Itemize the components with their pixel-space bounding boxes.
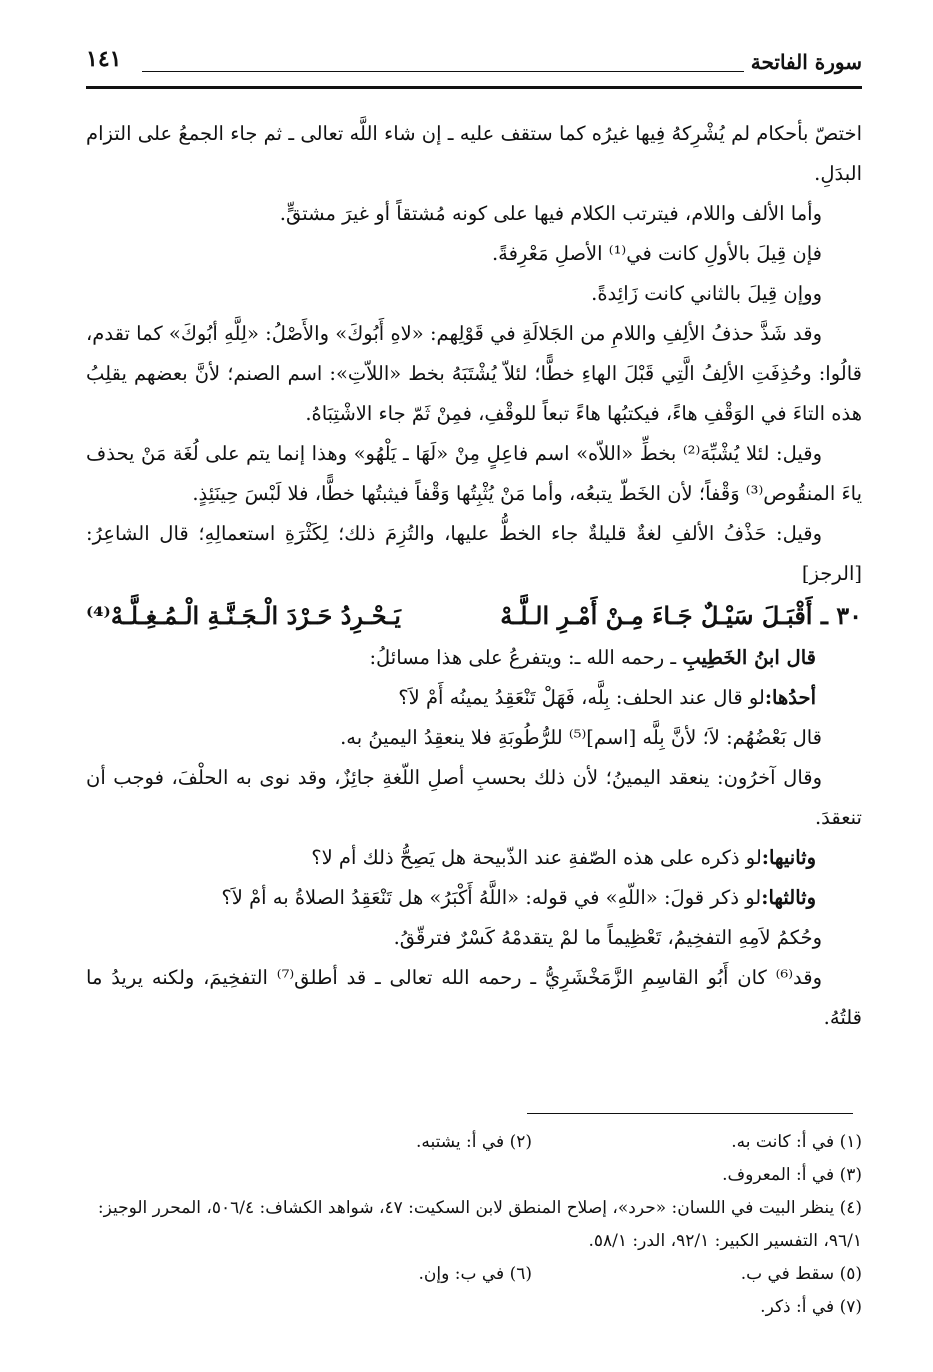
paragraph: اختصّ بأحكام لم يُشْرِكهُ فِيها غيرُه كما ستقف عليه ـ إن شاء اللَّه تعالى ـ ثم جاء الجمعُ على التزام البدَلِ.	[86, 122, 862, 185]
paragraph-text: ـ رحمه الله ـ: ويتفرعُ على هذا مسائلُ:	[369, 646, 683, 669]
footnotes	[86, 1126, 862, 1324]
footnote-separator	[527, 1113, 853, 1114]
paragraph-text: وقال آخرُون: ينعقد اليمينُ؛ لأن ذلك بحسبِ أصلِ اللّغةِ جائِزٌ، وقد نوى به الحلْفَ، فوجب أن تنعقدَ.	[86, 766, 862, 829]
paragraph-text: وحُكمُ لاَمِهِ التفخِيمُ، تَعْظِيماً ما لمْ يتقدمْهُ كَسْرٌ فترقّقُ.	[393, 926, 822, 949]
paragraph: فإن قِيلَ بالأولِ كانت في⁽¹⁾ الأصلِ مَعْرِفةً.	[491, 242, 822, 265]
paragraph	[86, 958, 862, 1038]
paragraph: وقد شَذَّ حذفُ الألِفِ واللامِ من الجَلالَةِ في قَوْلِهم: «لاهِ أَبُوكَ» والأَصْلُ: «لِلَّهِ أبُوكَ» كما تقدم، قالُوا: وحُذِفَتِ الألِفُ الَّتِي قَبْلَ الهاءِ خطًّا؛ لئلاّ يُشْتَبَهُ بخط «اللاّتِ»: اسم الصنم؛ لأنَّ بعضهم يقلِبُ هذه التاءَ في الوَقْفِ هاءً، فيكتبُها هاءً تبعاً للوقْفِ، فمِنْ ثَمّ جاء الاشْتِبَاهُ.	[86, 322, 862, 425]
paragraph	[86, 678, 862, 718]
paragraph	[86, 838, 862, 878]
paragraph	[86, 878, 862, 918]
header-rule	[142, 71, 744, 72]
hemistich-1: أَقْبَـلَ سَيْـلٌ جَـاءَ مِـنْ أَمْـرِ الـلَّـهْ	[500, 601, 813, 630]
footnote: (٢) في أ: يشتبه.	[415, 1132, 532, 1152]
footnote: (٤) ينظر البيت في اللسان: «حرد»، إصلاح المنطق لابن السكيت: ٤٧، شواهد الكشاف: ٥٠٦/٤، المحرر الوجيز: ٩٦/١، التفسير الكبير: ٩٢/١، الدر: ٥٨/١.	[97, 1198, 862, 1251]
poetry-verse	[86, 596, 862, 636]
verse-first-half	[500, 596, 862, 636]
bold-lead: وثالثها:	[761, 886, 816, 909]
paragraph-text: قال بَعْضُهُم: لاَ؛ لأنَّ بِلَّه [اسم]⁽⁵⁾ للرُّطُوبَةِ فلا ينعقِدُ اليمينُ به.	[340, 726, 822, 749]
bold-lead: أحدُها:	[764, 686, 816, 709]
bold-lead: وثانيها:	[761, 846, 816, 869]
footnote: (٥) سقط في ب.	[740, 1264, 862, 1284]
footnote: (٣) في أ: المعروف.	[722, 1165, 862, 1185]
surah-title: سورة الفاتحة	[750, 50, 862, 74]
paragraph-text: وقد⁽⁶⁾ كان أَبُو القاسِمِ الزَّمَخْشَرِيُّ ـ رحمه الله تعالى ـ قد أطلق⁽⁷⁾ التفخِيمَ، ولكنه يريدُ ما قلتُهُ.	[86, 966, 862, 1029]
paragraph	[86, 718, 862, 758]
main-text	[86, 114, 862, 1038]
footnote: (٦) في ب: وإن.	[418, 1264, 532, 1284]
paragraph	[86, 918, 862, 958]
bold-lead: قال ابنُ الخَطِيبِ	[682, 646, 816, 669]
paragraph: وقيل: لئلا يُشْبِّهَ⁽²⁾ بخطِّ «اللاّه» اسم فاعِلٍ مِنْ «لَهَا ـ يَلْهُو» وهذا إنما يتم على لُغَة مَنْ يحذف ياءَ المنقُوص⁽³⁾ وَقْفاً؛ لأن الخَطّ يتبعُه، وأما مَنْ يُثْبِتُها وَقْفاً فيثبتُها خطًّا، فلا لَبْسَ حِينَئِذٍ.	[86, 442, 862, 505]
verse-number: ٣٠ ـ	[820, 601, 862, 630]
footnote-row	[86, 1258, 862, 1291]
footnote: (٧) في أ: ذكر.	[760, 1297, 862, 1317]
footnote-row	[86, 1126, 862, 1159]
footnote: (١) في أ: كانت به.	[731, 1132, 862, 1152]
header-thick-rule	[86, 86, 862, 89]
paragraph	[86, 758, 862, 838]
paragraph: ووإن قِيلَ بالثاني كانت زَائِدةً.	[591, 282, 822, 305]
hemistich-2: يَـحْـرِدُ حَـرْدَ الْـجَـنَّـةِ الْـمُـغِـلَّـهْ⁽⁴⁾	[86, 601, 401, 630]
paragraph-text: لو قال عند الحلف: بِلَّه، فَهَلْ تَنْعَقِدُ يمينُه أَمْ لاَ؟	[398, 686, 765, 709]
paragraph	[86, 638, 862, 678]
paragraph: وقيل: حَذْفُ الألفِ لغةٌ قليلةٌ جاء الخطُّ عليها، والتُزِمَ ذلك؛ لِكَثْرَةِ استعمالِهِ؛ قال الشاعِرُ: [الرجز]	[86, 522, 862, 585]
page-header	[86, 44, 862, 90]
paragraph-text: لو ذكره على هذه الصّفةِ عند الذّبيحة هل يَصِحُّ ذلك أم لا؟	[311, 846, 762, 869]
paragraph: وأما الألف واللام، فيترتب الكلام فيها على كونه مُشتقاً أو غيرَ مشتقٍّ.	[279, 202, 822, 225]
page-number: ١٤١	[86, 46, 122, 72]
paragraph-text: لو ذكر قولَ: «اللّهِ» في قوله: «اللَّهُ أَكْبَرُ» هل تَنْعَقِدُ الصلاةُ به أمْ لاَ؟	[221, 886, 762, 909]
